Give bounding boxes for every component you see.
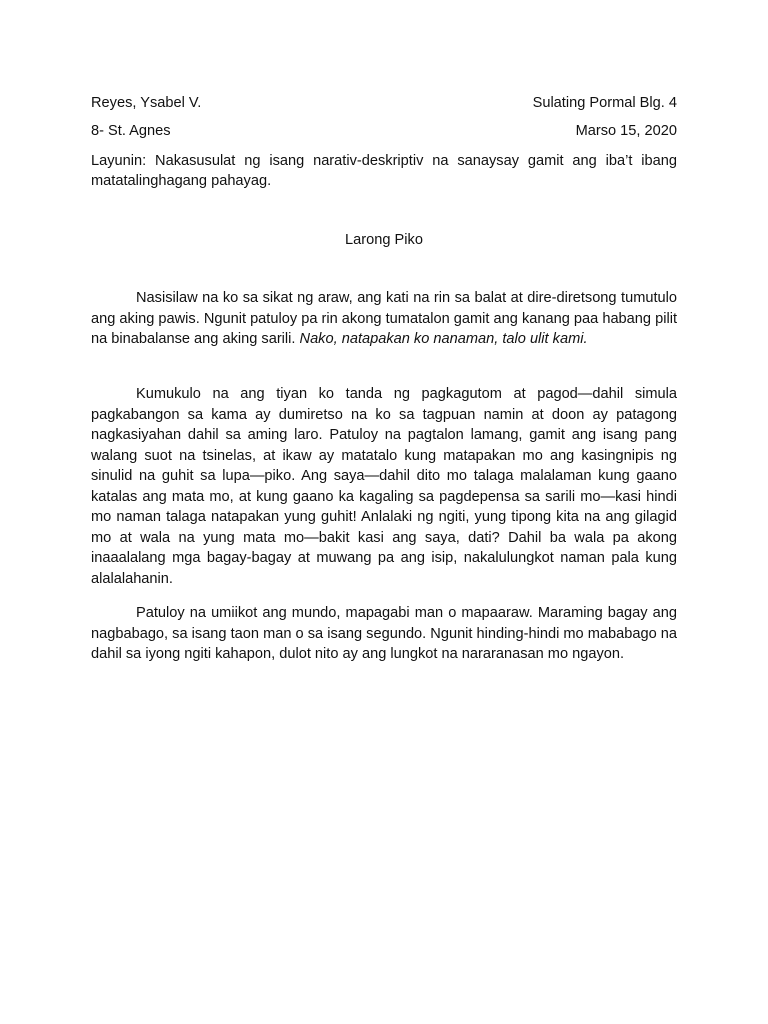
header-row-2 [91, 121, 677, 141]
paragraph-3-text: Patuloy na umiikot ang mundo, mapagabi man o mapaaraw. Maraming bagay ang nagbabago, sa isang taon man o sa isang segundo. Ngunit hinding-hindi mo mababago na dahil sa iyong ngiti kahapon, dulot nito ay ang lungkot na nararanasan mo ngayon. [91, 605, 677, 662]
paragraph-3 [91, 603, 677, 665]
paragraph-1-text: Nasisilaw na ko sa sikat ng araw, ang kati na rin sa balat at dire-diretsong tumutulo ang aking pawis. Ngunit patuloy pa rin akong tumatalon gamit ang kanang paa habang pilit na binabalanse ang aking sarili. [91, 290, 677, 347]
document-date: Marso 15, 2020 [575, 123, 677, 139]
header-row-1 [91, 93, 677, 113]
section-name: 8- St. Agnes [91, 123, 171, 139]
paragraph-1 [91, 288, 677, 350]
document-label: Sulating Pormal Blg. 4 [532, 95, 677, 111]
author-name: Reyes, Ysabel V. [91, 95, 202, 111]
paragraph-1-italic: Nako, natapakan ko nanaman, talo ulit kami. [299, 331, 588, 347]
essay-title: Larong Piko [345, 232, 423, 248]
paragraph-2-text: Kumukulo na ang tiyan ko tanda ng pagkagutom at pagod—dahil simula pagkabangon sa kama ay dumiretso na ko sa tagpuan namin at doon ay patagong nagkasiyahan dahil sa aming laro. Patuloy na pagtalon lamang, gamit ang isang pang walang suot na tsinelas, at ikaw ay matatalo kung matapakan mo ang kasingnipis ng sinulid na guhit sa lupa—piko. Ang saya—dahil dito mo talaga malalaman kung gaano katalas ang mata mo, at kung gaano ka kagaling sa pagdepensa sa sarili mo—kasi hindi mo naman talaga natapakan yung guhit! Anlalaki ng ngiti, yung tipong kita na ang gilagid mo at wala na yung mata mo—bakit kasi ang saya, dati? Dahil ba wala pa akong inaaalalang mga bagay-bagay at muwang pa ang isip, nakalulungkot naman pala kung alalalahanin. [91, 386, 677, 587]
paragraph-2 [91, 384, 677, 589]
objective-text: Layunin: Nakasusulat ng isang narativ-deskriptiv na sanaysay gamit ang iba’t ibang matatalinghagang pahayag. [91, 153, 677, 189]
